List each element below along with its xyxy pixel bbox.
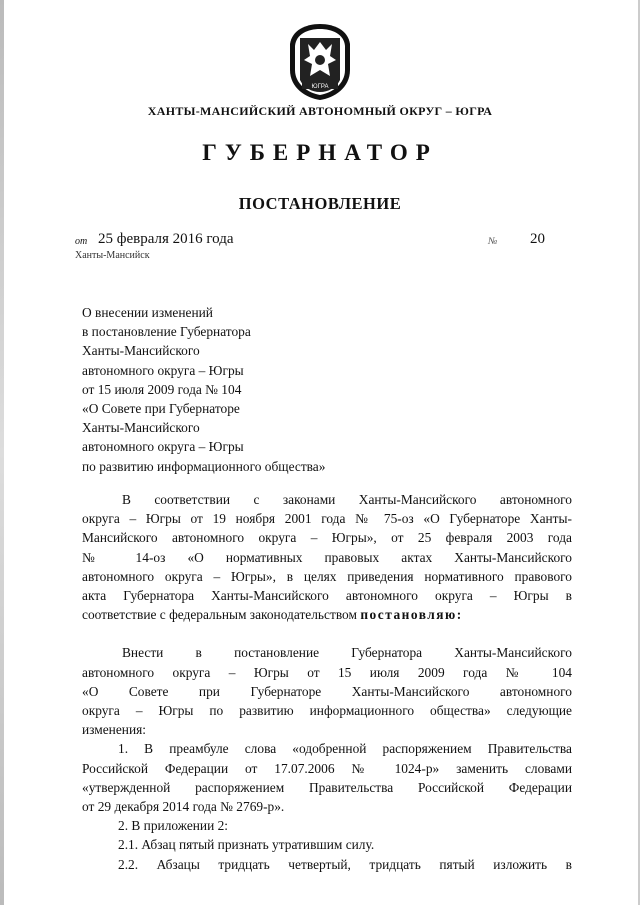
title-line: О внесении изменений xyxy=(82,305,213,320)
title-line: по развитию информационного общества» xyxy=(82,458,326,474)
item-line: от 29 декабря 2014 года № 2769-р». xyxy=(82,799,285,815)
title-line: Ханты-Мансийского xyxy=(82,420,200,436)
item-line: 1. В преамбуле слова «одобренной распоряжением Правительства xyxy=(118,741,572,757)
date-prefix: от xyxy=(75,236,88,247)
paragraph-text: соответствие с федеральным законодательством xyxy=(82,607,357,623)
decree-title xyxy=(82,303,325,476)
title-line: «О Совете при Губернаторе xyxy=(82,401,240,417)
coat-of-arms-emblem xyxy=(286,22,354,102)
governor-heading: ГУБЕРНАТОР xyxy=(202,140,438,165)
title-line: Ханты-Мансийского xyxy=(82,343,200,359)
item-line: «утвержденной распоряжением Правительства Российской Федерации xyxy=(82,779,572,795)
paragraph-line: акта Губернатора Ханты-Мансийского автономного округа – Югры в xyxy=(82,588,572,604)
paragraph-line: автономного округа – Югры», в целях приведения нормативного правового xyxy=(82,568,572,584)
decree-number: 20 xyxy=(530,231,545,247)
number-prefix: № xyxy=(488,236,498,247)
spacer xyxy=(82,624,572,643)
paragraph-last-line xyxy=(82,605,572,624)
resolve-word: постановляю: xyxy=(360,607,463,623)
paragraph-line: округа – Югры по развитию информационного общества» следующие xyxy=(82,703,572,719)
region-heading: ХАНТЫ-МАНСИЙСКИЙ АВТОНОМНЫЙ ОКРУГ – ЮГРА xyxy=(147,104,493,118)
decree-type-heading: ПОСТАНОВЛЕНИЕ xyxy=(238,194,402,213)
item-line: 2.1. Абзац пятый признать утратившим силу. xyxy=(118,837,375,853)
title-line: в постановление Губернатора xyxy=(82,324,251,340)
decree-date: 25 февраля 2016 года xyxy=(98,231,234,247)
paragraph-line: В соответствии с законами Ханты-Мансийского автономного xyxy=(122,492,572,507)
paragraph-line: № 14-оз «О нормативных правовых актах Ханты-Мансийского xyxy=(82,549,572,565)
title-line: автономного округа – Югры xyxy=(82,362,244,378)
title-line: от 15 июля 2009 года № 104 xyxy=(82,381,242,397)
paragraph-line: Внести в постановление Губернатора Ханты-Мансийского xyxy=(122,645,572,661)
paragraph-line: изменения: xyxy=(82,722,147,738)
decree-body xyxy=(82,490,572,874)
paragraph-line: Мансийского автономного округа – Югры», от 25 февраля 2003 года xyxy=(82,530,572,546)
title-line: автономного округа – Югры xyxy=(82,439,244,455)
paragraph-line: округа – Югры от 19 ноября 2001 года № 75-оз «О Губернаторе Ханты- xyxy=(82,511,572,527)
city-name: Ханты-Мансийск xyxy=(75,250,150,261)
paragraph-line: «О Совете при Губернаторе Ханты-Мансийского автономного xyxy=(82,683,572,699)
paragraph-line: автономного округа – Югры от 15 июля 2009 года № 104 xyxy=(82,664,572,680)
emblem-text: ЮГРА xyxy=(311,84,329,90)
item-line: 2.2. Абзацы тридцать четвертый, тридцать пятый изложить в xyxy=(118,856,572,872)
item-line: 2. В приложении 2: xyxy=(118,818,229,834)
item-line: Российской Федерации от 17.07.2006 № 1024-р» заменить словами xyxy=(82,760,572,776)
scan-edge-left xyxy=(0,0,4,905)
